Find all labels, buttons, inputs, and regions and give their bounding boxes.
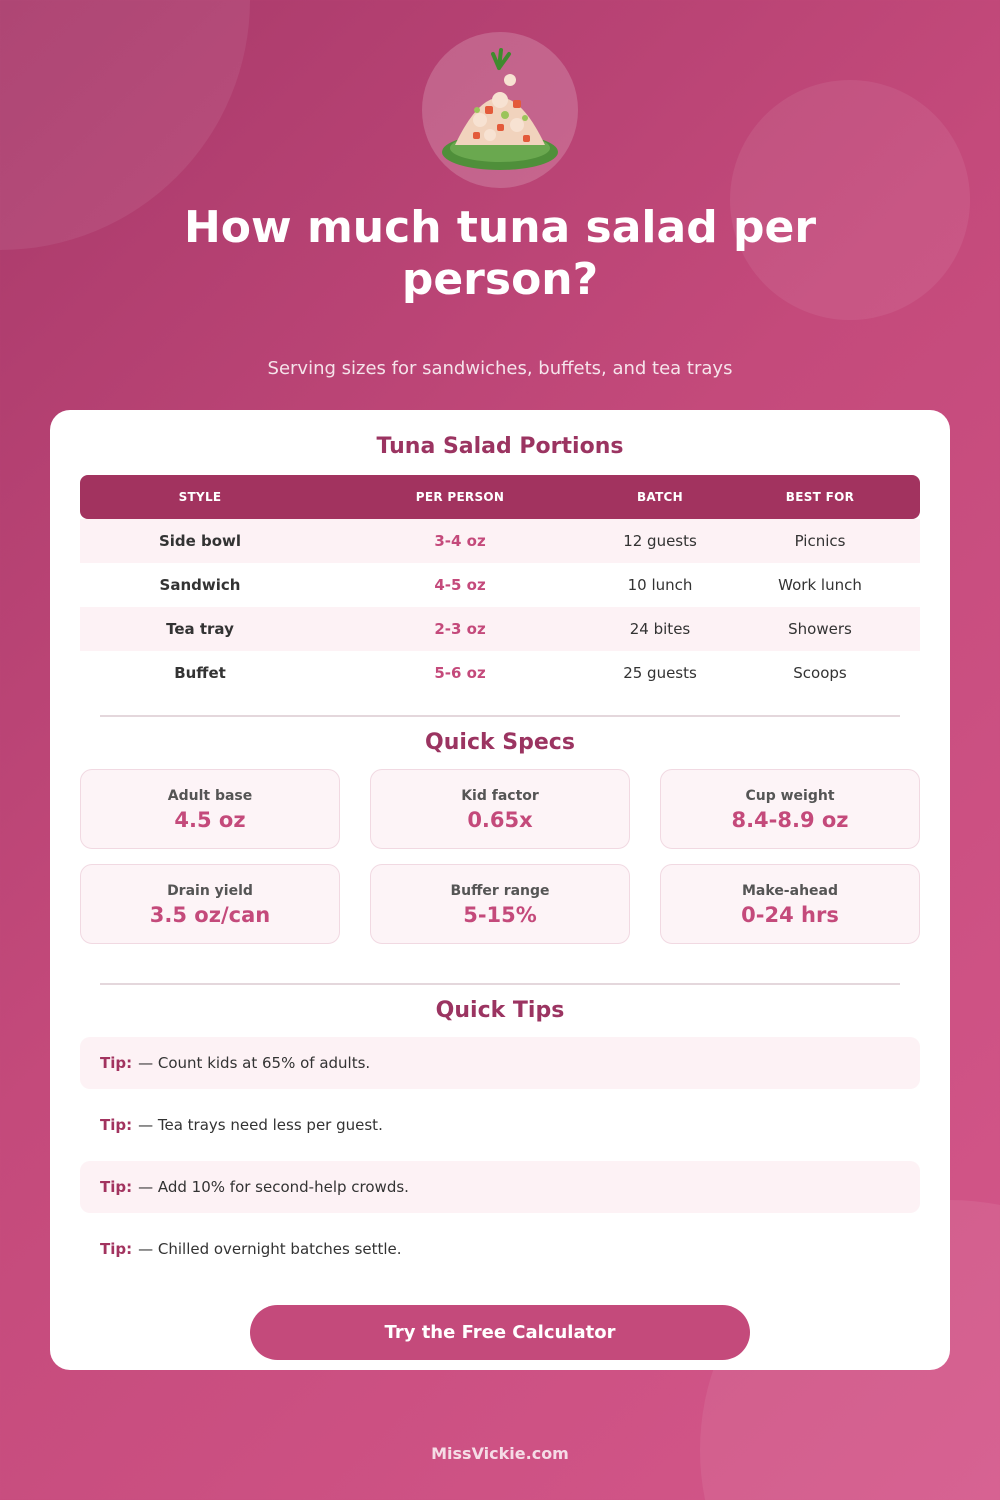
spec-value: 3.5 oz/can [149, 903, 271, 927]
tip-label: Tip: [100, 1116, 133, 1134]
spec-label: Drain yield [167, 883, 253, 899]
spec-value: 0.65x [467, 808, 533, 832]
page-subtitle: Serving sizes for sandwiches, buffets, and tea trays [267, 358, 733, 379]
tips-title: Quick Tips [435, 998, 565, 1023]
portions-table [80, 475, 920, 695]
spec-card [80, 769, 340, 849]
spec-label: Adult base [167, 788, 253, 804]
table-row [80, 651, 920, 695]
section-divider [100, 983, 900, 985]
tip-label: Tip: [100, 1240, 133, 1258]
batch-cell: 24 bites [629, 620, 691, 638]
spec-label: Make-ahead [742, 883, 838, 899]
content-card [50, 410, 950, 1370]
tip-item [80, 1099, 920, 1151]
column-header: BATCH [636, 490, 684, 504]
spec-value: 8.4-8.9 oz [731, 808, 849, 832]
per-person-cell: 5-6 oz [434, 664, 486, 682]
tip-text: — Tea trays need less per guest. [138, 1116, 383, 1134]
batch-cell: 12 guests [623, 532, 697, 550]
per-person-cell: 4-5 oz [434, 576, 486, 594]
column-header: BEST FOR [785, 490, 855, 504]
tip-item [80, 1223, 920, 1275]
spec-card [660, 769, 920, 849]
style-cell: Side bowl [158, 532, 242, 550]
style-cell: Sandwich [159, 576, 241, 594]
spec-label: Cup weight [745, 788, 835, 804]
spec-label: Buffer range [450, 883, 550, 899]
table-row [80, 607, 920, 651]
spec-card [660, 864, 920, 944]
best-for-cell: Scoops [793, 664, 847, 682]
spec-card [370, 769, 630, 849]
table-row [80, 563, 920, 607]
batch-cell: 25 guests [623, 664, 697, 682]
calculator-cta-button[interactable]: Try the Free Calculator [250, 1305, 750, 1360]
tip-item [80, 1037, 920, 1089]
page-title: How much tuna salad per person? [183, 202, 817, 305]
portions-title: Tuna Salad Portions [376, 434, 624, 459]
hero-image [422, 32, 578, 188]
spec-value: 4.5 oz [174, 808, 246, 832]
spec-label: Kid factor [461, 788, 539, 804]
footer-brand[interactable]: MissVickie.com [431, 1444, 569, 1463]
column-header: PER PERSON [415, 490, 505, 504]
tuna-salad-icon [435, 40, 565, 180]
tip-text: — Add 10% for second-help crowds. [138, 1178, 409, 1196]
per-person-cell: 2-3 oz [434, 620, 486, 638]
per-person-cell: 3-4 oz [434, 532, 486, 550]
style-cell: Tea tray [166, 620, 234, 638]
specs-title: Quick Specs [425, 730, 575, 755]
table-header [80, 475, 920, 519]
spec-card [80, 864, 340, 944]
section-divider [100, 715, 900, 717]
style-cell: Buffet [174, 664, 226, 682]
spec-value: 5-15% [463, 903, 537, 927]
tip-text: — Count kids at 65% of adults. [138, 1054, 371, 1072]
column-header: STYLE [178, 490, 222, 504]
table-row [80, 519, 920, 563]
tip-label: Tip: [100, 1054, 133, 1072]
spec-card [370, 864, 630, 944]
tip-text: — Chilled overnight batches settle. [138, 1240, 402, 1258]
batch-cell: 10 lunch [627, 576, 693, 594]
best-for-cell: Picnics [794, 532, 846, 550]
spec-value: 0-24 hrs [741, 903, 839, 927]
best-for-cell: Work lunch [778, 576, 862, 594]
tip-item [80, 1161, 920, 1213]
best-for-cell: Showers [788, 620, 852, 638]
tip-label: Tip: [100, 1178, 133, 1196]
